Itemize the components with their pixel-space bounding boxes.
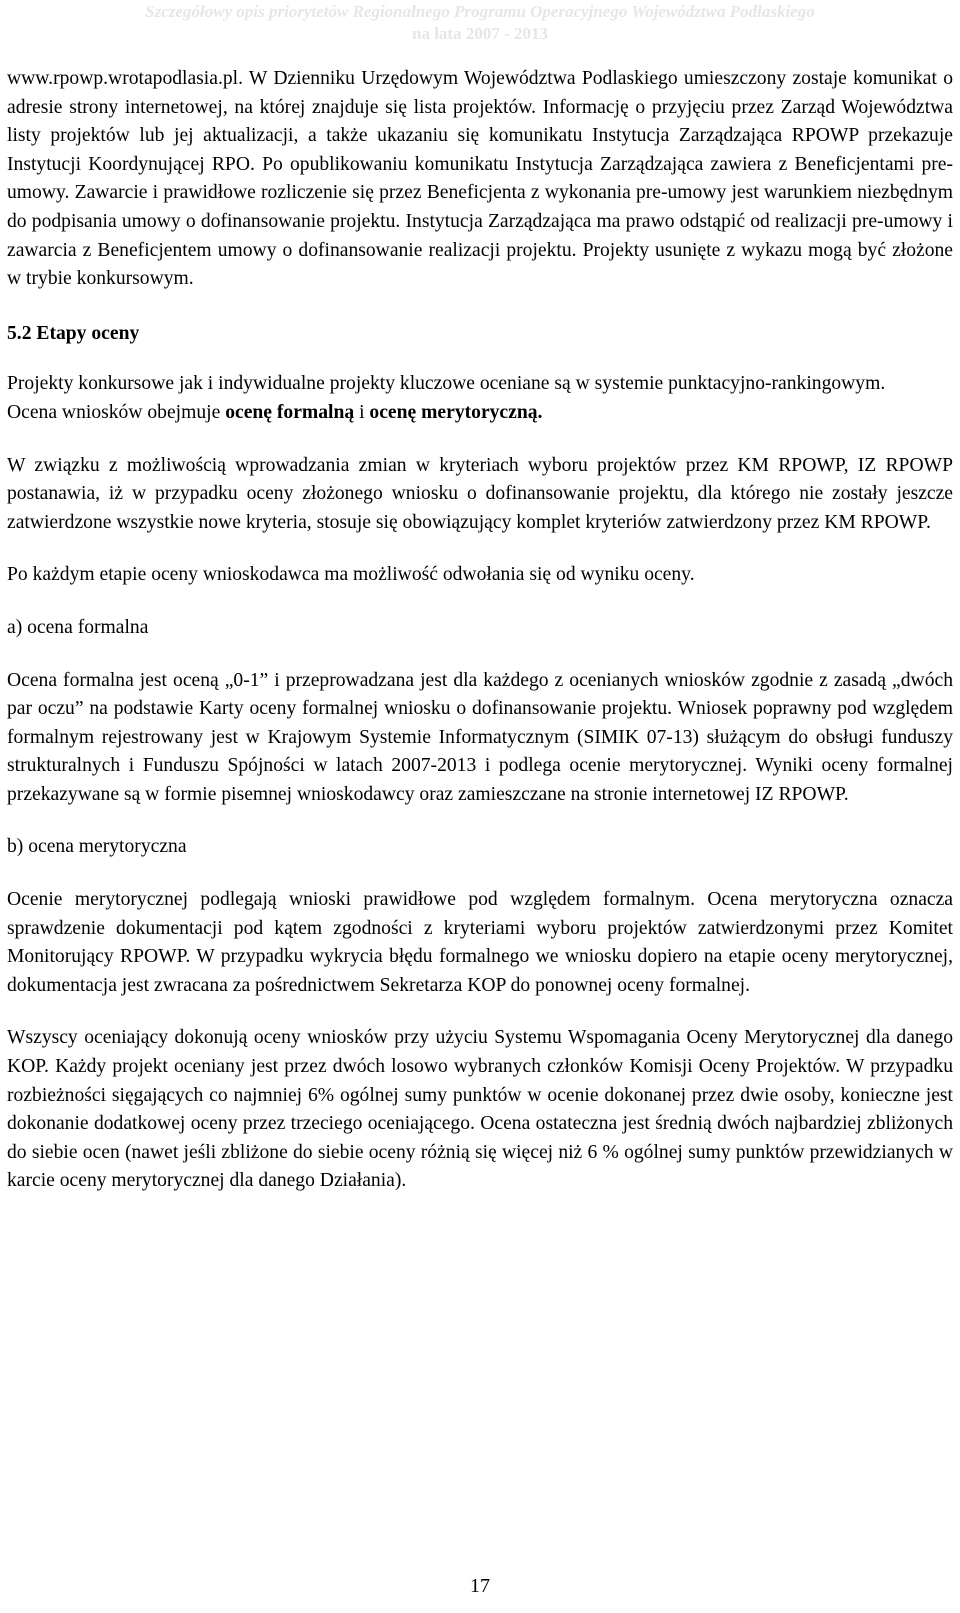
paragraph-scoring-system: Projekty konkursowe jak i indywidualne projekty kluczowe oceniane są w systemie punktacyjno-rankingowym. [7, 373, 886, 395]
document-body [7, 65, 953, 1196]
paragraph-merit-assessment: Ocenie merytorycznej podlegają wnioski prawidłowe pod względem formalnym. Ocena merytoryczna oznacza sprawdzenie dokumentacji pod kątem zgodności z kryteriami wyboru projektów zatwierdzonymi przez Komitet Monitorujący RPOWP. W przypadku wykrycia błędu formalnego we wniosku dopiero na etapie oceny merytorycznej, dokumentacja jest zwracana za pośrednictwem Sekretarza KOP do ponownej oceny formalnej. [7, 889, 953, 996]
paragraph-formal-assessment: Ocena formalna jest oceną „0-1” i przeprowadzana jest dla każdego z ocenianych wniosków zgodnie z zasadą „dwóch par oczu” na podstawie Karty oceny formalnej wniosku o dofinansowanie projektu. Wniosek poprawny pod względem formalnym rejestrowany jest w Krajowym Systemie Informatycznym (SIMIK 07-13) służącym do obsługi funduszy strukturalnych i Funduszu Spójności w latach 2007-2013 i podlega ocenie merytorycznej. Wyniki oceny formalnej przekazywane są w formie pisemnej wnioskodawcy oraz zamieszczane na stronie internetowej IZ RPOWP. [7, 669, 953, 805]
header-subtitle: na lata 2007 - 2013 [412, 24, 548, 43]
assessment-scope-connector: i [354, 401, 370, 423]
page-number: 17 [470, 1575, 490, 1597]
subheading-formal: a) ocena formalna [7, 616, 149, 638]
formal-assessment-term: ocenę formalną [225, 401, 355, 423]
paragraph-project-list: www.rpowp.wrotapodlasia.pl. W Dzienniku Urzędowym Województwa Podlaskiego umieszczony zostaje komunikat o adresie strony internetowej, na której znajduje się lista projektów. Informację o przyjęciu przez Zarząd Województwa listy projektów lub jej aktualizacji, a także ukazaniu się komunikatu Instytucja Zarządzająca RPOWP przekazuje Instytucji Koordynującej RPO. Po opublikowaniu komunikatu Instytucja Zarządzająca zawiera z Beneficjentami pre-umowy. Zawarcie i prawidłowe rozliczenie się przez Beneficjenta z wykonania pre-umowy jest warunkiem niezbędnym do podpisania umowy o dofinansowanie projektu. Instytucja Zarządzająca ma prawo odstąpić od realizacji pre-umowy i zawarcia z Beneficjentem umowy o dofinansowanie realizacji projektu. Projekty usunięte z wykazu mogą być złożone w trybie konkursowym. [7, 68, 953, 290]
assessment-scope-prefix: Ocena wniosków obejmuje [7, 401, 226, 423]
paragraph-criteria-changes: W związku z możliwością wprowadzania zmian w kryteriach wyboru projektów przez KM RPOWP, IZ RPOWP postanawia, iż w przypadku oceny złożonego wniosku o dofinansowanie projektu, dla którego nie zostały jeszcze zatwierdzone wszystkie nowe kryteria, stosuje się obowiązujący komplet kryteriów zatwierdzony przez KM RPOWP. [7, 454, 953, 533]
paragraph-evaluators: Wszyscy oceniający dokonują oceny wniosków przy użyciu Systemu Wspomagania Oceny Merytorycznej dla danego KOP. Każdy projekt oceniany jest przez dwóch losowo wybranych członków Komisji Oceny Projektów. W przypadku rozbieżności sięgających co najmniej 6% ogólnej sumy punktów w ocenie dokonanej przez dwie osoby, konieczne jest dokonanie dodatkowej oceny przez trzeciego oceniającego. Ocena ostateczna jest średnią dwóch najbardziej zbliżonych do siebie ocen (nawet jeśli zbliżone do siebie oceny różnią się więcej niż 6 % ogólnej sumy punktów przewidzianych w karcie oceny merytorycznej dla danego Działania). [7, 1027, 953, 1192]
header-title: Szczegółowy opis priorytetów Regionalnego Programu Operacyjnego Województwa Podlaskiego [145, 2, 815, 21]
merit-assessment-term: ocenę merytoryczną. [369, 401, 543, 423]
subheading-merit: b) ocena merytoryczna [7, 836, 187, 858]
page-header [0, 0, 960, 50]
paragraph-assessment-scope [7, 399, 953, 428]
paragraph-appeal: Po każdym etapie oceny wnioskodawca ma możliwość odwołania się od wyniku oceny. [7, 564, 695, 586]
section-heading: 5.2 Etapy oceny [7, 322, 140, 344]
